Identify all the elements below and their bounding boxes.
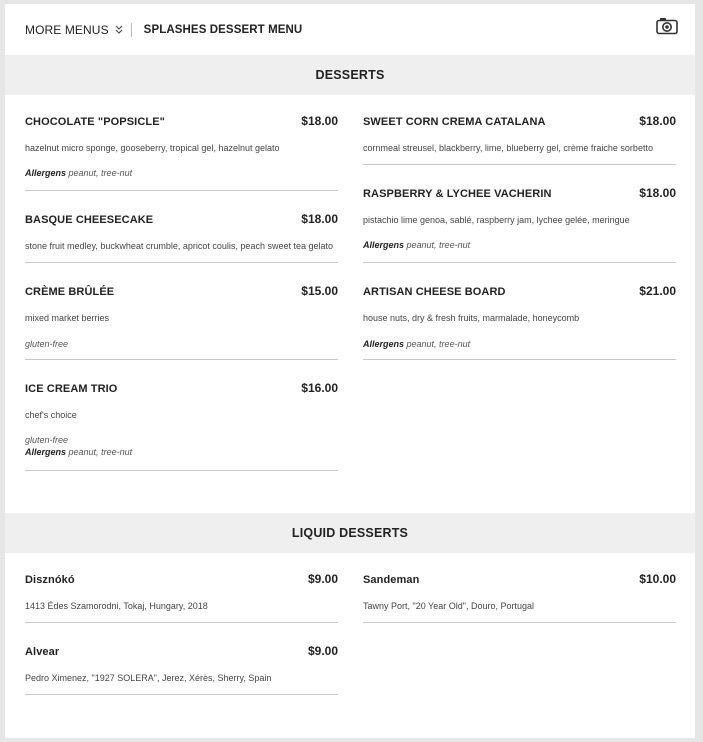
- menu-item[interactable]: [25, 644, 338, 683]
- double-chevron-down-icon: [115, 25, 123, 35]
- section-header-desserts: [5, 55, 695, 95]
- item-price: $9.00: [307, 644, 338, 658]
- menu-item[interactable]: [363, 114, 676, 153]
- item-price: $16.00: [301, 381, 338, 395]
- item-name: SWEET CORN CREMA CATALANA: [363, 116, 546, 128]
- item-divider: [25, 622, 338, 623]
- allergens-label: Allergens: [363, 240, 405, 250]
- menu-title: SPLASHES DESSERT MENU: [143, 23, 303, 36]
- item-price: $18.00: [639, 186, 676, 200]
- menu-item[interactable]: [363, 572, 676, 611]
- dietary-note: gluten-free: [25, 435, 69, 445]
- item-divider: [363, 622, 676, 623]
- item-description: Pedro Ximenez, "1927 SOLERA", Jerez, Xérès, Sherry, Spain: [25, 673, 272, 683]
- allergens-value: peanut, tree-nut: [68, 447, 133, 457]
- menu-item[interactable]: [363, 284, 676, 349]
- item-name: ARTISAN CHEESE BOARD: [363, 286, 506, 298]
- item-price: $10.00: [639, 572, 676, 586]
- allergens-line: [363, 240, 676, 250]
- menu-item[interactable]: [25, 284, 338, 349]
- item-description: chef's choice: [25, 410, 77, 420]
- item-description: house nuts, dry & fresh fruits, marmalade, honeycomb: [363, 313, 580, 323]
- item-description: pistachio lime genoa, sablé, raspberry jam, lychee gelée, meringue: [363, 215, 630, 225]
- item-description: 1413 Édes Szamorodni, Tokaj, Hungary, 2018: [25, 601, 208, 611]
- item-divider: [363, 164, 676, 165]
- item-name: Alvear: [25, 646, 60, 658]
- item-divider: [363, 359, 676, 360]
- more-menus-label: MORE MENUS: [25, 22, 109, 37]
- menu-item[interactable]: [25, 572, 338, 611]
- top-bar: [5, 4, 695, 55]
- allergens-label: Allergens: [25, 447, 67, 457]
- allergens-value: peanut, tree-nut: [406, 240, 471, 250]
- menu-item[interactable]: [25, 114, 338, 178]
- item-name: CHOCOLATE "POPSICLE": [25, 116, 165, 128]
- allergens-line: [25, 447, 338, 457]
- camera-icon[interactable]: [656, 17, 678, 35]
- dietary-note: gluten-free: [25, 339, 69, 349]
- more-menus-button[interactable]: [25, 23, 123, 37]
- item-name: RASPBERRY & LYCHEE VACHERIN: [363, 188, 552, 200]
- item-description: cornmeal streusel, blackberry, lime, blueberry gel, crème fraiche sorbetto: [363, 143, 653, 153]
- item-divider: [25, 262, 338, 263]
- menu-item[interactable]: [25, 212, 338, 251]
- item-price: $18.00: [301, 114, 338, 128]
- item-price: $15.00: [301, 284, 338, 298]
- section-title: DESSERTS: [315, 68, 385, 82]
- allergens-line: [25, 168, 338, 178]
- item-divider: [25, 470, 338, 471]
- menu-item[interactable]: [25, 381, 338, 457]
- item-description: hazelnut micro sponge, gooseberry, tropical gel, hazelnut gelato: [25, 143, 280, 153]
- item-price: $9.00: [307, 572, 338, 586]
- allergens-line: [363, 339, 676, 349]
- item-description: mixed market berries: [25, 313, 110, 323]
- item-description: stone fruit medley, buckwheat crumble, apricot coulis, peach sweet tea gelato: [25, 241, 333, 251]
- section-title: LIQUID DESSERTS: [291, 526, 409, 540]
- liquid-desserts-grid: [5, 553, 695, 733]
- item-divider: [25, 359, 338, 360]
- item-divider: [25, 694, 338, 695]
- allergens-label: Allergens: [25, 168, 67, 178]
- item-name: Disznókó: [25, 574, 75, 586]
- menu-page: [5, 4, 695, 738]
- desserts-grid: [5, 95, 695, 513]
- item-price: $18.00: [301, 212, 338, 226]
- item-name: ICE CREAM TRIO: [25, 383, 118, 395]
- section-header-liquid-desserts: [5, 513, 695, 553]
- allergens-value: peanut, tree-nut: [406, 339, 471, 349]
- allergens-value: peanut, tree-nut: [68, 168, 133, 178]
- header-divider: [131, 23, 132, 37]
- item-name: BASQUE CHEESECAKE: [25, 214, 154, 226]
- item-divider: [363, 262, 676, 263]
- allergens-label: Allergens: [363, 339, 405, 349]
- item-name: Sandeman: [363, 574, 420, 586]
- menu-item[interactable]: [363, 186, 676, 250]
- item-name: CRÈME BRÛLÉE: [25, 286, 115, 298]
- item-description: Tawny Port, "20 Year Old", Douro, Portugal: [363, 601, 534, 611]
- item-divider: [25, 190, 338, 191]
- item-price: $18.00: [639, 114, 676, 128]
- item-price: $21.00: [639, 284, 676, 298]
